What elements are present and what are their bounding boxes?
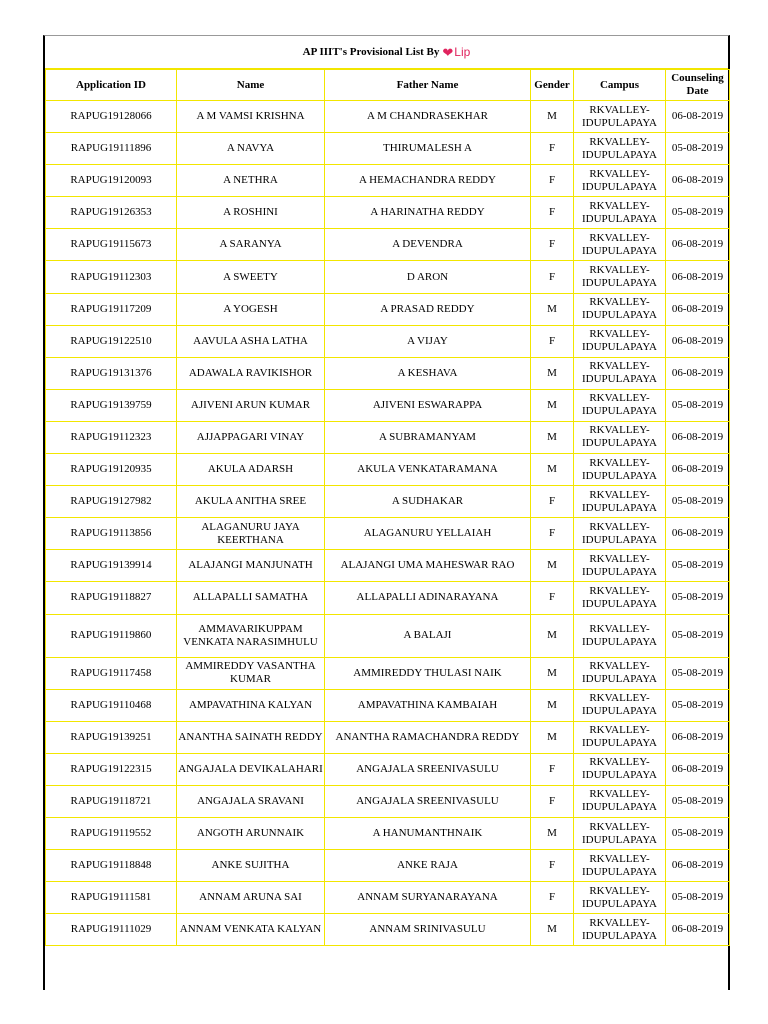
gender-cell: F bbox=[531, 518, 574, 550]
gender-cell: F bbox=[531, 197, 574, 229]
name-cell: ANNAM VENKATA KALYAN bbox=[177, 914, 325, 946]
campus-cell: RKVALLEY- IDUPULAPAYA bbox=[574, 817, 666, 849]
campus-cell: RKVALLEY- IDUPULAPAYA bbox=[574, 689, 666, 721]
counseling-date-cell: 06-08-2019 bbox=[666, 850, 730, 882]
father-name-cell: ALLAPALLI ADINARAYANA bbox=[325, 582, 531, 614]
counseling-date-cell: 05-08-2019 bbox=[666, 689, 730, 721]
gender-cell: M bbox=[531, 421, 574, 453]
father-name-cell: THIRUMALESH A bbox=[325, 133, 531, 165]
campus-cell: RKVALLEY- IDUPULAPAYA bbox=[574, 165, 666, 197]
gender-cell: F bbox=[531, 582, 574, 614]
application-id-cell: RAPUG19139251 bbox=[46, 721, 177, 753]
application-id-cell: RAPUG19122510 bbox=[46, 325, 177, 357]
name-cell: AKULA ANITHA SREE bbox=[177, 486, 325, 518]
father-name-cell: A HANUMANTHNAIK bbox=[325, 817, 531, 849]
application-id-cell: RAPUG19120093 bbox=[46, 165, 177, 197]
name-cell: ALAGANURU JAYA KEERTHANA bbox=[177, 518, 325, 550]
counseling-date-cell: 06-08-2019 bbox=[666, 261, 730, 293]
father-name-cell: A DEVENDRA bbox=[325, 229, 531, 261]
campus-cell: RKVALLEY- IDUPULAPAYA bbox=[574, 325, 666, 357]
list-title bbox=[45, 36, 728, 69]
table-row bbox=[46, 785, 730, 817]
table-row bbox=[46, 486, 730, 518]
application-id-cell: RAPUG19126353 bbox=[46, 197, 177, 229]
father-name-cell: AJIVENI ESWARAPPA bbox=[325, 389, 531, 421]
campus-cell: RKVALLEY- IDUPULAPAYA bbox=[574, 101, 666, 133]
campus-cell: RKVALLEY- IDUPULAPAYA bbox=[574, 657, 666, 689]
campus-cell: RKVALLEY- IDUPULAPAYA bbox=[574, 914, 666, 946]
name-cell: ANGOTH ARUNNAIK bbox=[177, 817, 325, 849]
gender-cell: M bbox=[531, 721, 574, 753]
name-cell: AMPAVATHINA KALYAN bbox=[177, 689, 325, 721]
counseling-date-cell: 05-08-2019 bbox=[666, 133, 730, 165]
father-name-cell: A M CHANDRASEKHAR bbox=[325, 101, 531, 133]
gender-cell: M bbox=[531, 817, 574, 849]
campus-cell: RKVALLEY- IDUPULAPAYA bbox=[574, 229, 666, 261]
father-name-cell: A PRASAD REDDY bbox=[325, 293, 531, 325]
counseling-date-cell: 06-08-2019 bbox=[666, 518, 730, 550]
table-row bbox=[46, 101, 730, 133]
father-name-cell: A BALAJI bbox=[325, 614, 531, 657]
table-row bbox=[46, 133, 730, 165]
table-header-row bbox=[46, 70, 730, 101]
campus-cell: RKVALLEY- IDUPULAPAYA bbox=[574, 614, 666, 657]
gender-cell: M bbox=[531, 357, 574, 389]
name-cell: AKULA ADARSH bbox=[177, 454, 325, 486]
table-row bbox=[46, 197, 730, 229]
gender-cell: M bbox=[531, 689, 574, 721]
table-row bbox=[46, 421, 730, 453]
counseling-date-cell: 05-08-2019 bbox=[666, 486, 730, 518]
brand-name: Lip bbox=[454, 45, 471, 59]
counseling-date-cell: 05-08-2019 bbox=[666, 550, 730, 582]
column-header-application-id: Application ID bbox=[46, 70, 177, 101]
campus-cell: RKVALLEY- IDUPULAPAYA bbox=[574, 785, 666, 817]
counseling-date-cell: 06-08-2019 bbox=[666, 421, 730, 453]
application-id-cell: RAPUG19119860 bbox=[46, 614, 177, 657]
gender-cell: F bbox=[531, 325, 574, 357]
father-name-cell: AKULA VENKATARAMANA bbox=[325, 454, 531, 486]
father-name-cell: A HEMACHANDRA REDDY bbox=[325, 165, 531, 197]
gender-cell: F bbox=[531, 486, 574, 518]
application-id-cell: RAPUG19117458 bbox=[46, 657, 177, 689]
campus-cell: RKVALLEY- IDUPULAPAYA bbox=[574, 721, 666, 753]
table-row bbox=[46, 689, 730, 721]
name-cell: A SARANYA bbox=[177, 229, 325, 261]
table-row bbox=[46, 850, 730, 882]
application-id-cell: RAPUG19127982 bbox=[46, 486, 177, 518]
father-name-cell: AMMIREDDY THULASI NAIK bbox=[325, 657, 531, 689]
campus-cell: RKVALLEY- IDUPULAPAYA bbox=[574, 261, 666, 293]
counseling-date-cell: 06-08-2019 bbox=[666, 229, 730, 261]
name-cell: ANNAM ARUNA SAI bbox=[177, 882, 325, 914]
campus-cell: RKVALLEY- IDUPULAPAYA bbox=[574, 389, 666, 421]
gender-cell: F bbox=[531, 261, 574, 293]
father-name-cell: ANNAM SRINIVASULU bbox=[325, 914, 531, 946]
gender-cell: M bbox=[531, 657, 574, 689]
application-id-cell: RAPUG19111896 bbox=[46, 133, 177, 165]
table-row bbox=[46, 357, 730, 389]
campus-cell: RKVALLEY- IDUPULAPAYA bbox=[574, 454, 666, 486]
gender-cell: M bbox=[531, 914, 574, 946]
gender-cell: F bbox=[531, 850, 574, 882]
father-name-cell: ALAGANURU YELLAIAH bbox=[325, 518, 531, 550]
father-name-cell: ANANTHA RAMACHANDRA REDDY bbox=[325, 721, 531, 753]
table-row bbox=[46, 817, 730, 849]
application-id-cell: RAPUG19110468 bbox=[46, 689, 177, 721]
table-row bbox=[46, 721, 730, 753]
name-cell: AAVULA ASHA LATHA bbox=[177, 325, 325, 357]
campus-cell: RKVALLEY- IDUPULAPAYA bbox=[574, 197, 666, 229]
gender-cell: F bbox=[531, 229, 574, 261]
name-cell: AMMAVARIKUPPAM VENKATA NARASIMHULU bbox=[177, 614, 325, 657]
name-cell: A NETHRA bbox=[177, 165, 325, 197]
campus-cell: RKVALLEY- IDUPULAPAYA bbox=[574, 293, 666, 325]
name-cell: A YOGESH bbox=[177, 293, 325, 325]
father-name-cell: ANKE RAJA bbox=[325, 850, 531, 882]
counseling-date-cell: 06-08-2019 bbox=[666, 293, 730, 325]
father-name-cell: ANGAJALA SREENIVASULU bbox=[325, 753, 531, 785]
counseling-date-cell: 05-08-2019 bbox=[666, 582, 730, 614]
table-row bbox=[46, 325, 730, 357]
counseling-date-cell: 06-08-2019 bbox=[666, 357, 730, 389]
application-id-cell: RAPUG19118721 bbox=[46, 785, 177, 817]
table-body bbox=[46, 101, 730, 946]
name-cell: ANGAJALA DEVIKALAHARI bbox=[177, 753, 325, 785]
father-name-cell: ALAJANGI UMA MAHESWAR RAO bbox=[325, 550, 531, 582]
application-id-cell: RAPUG19111581 bbox=[46, 882, 177, 914]
application-id-cell: RAPUG19131376 bbox=[46, 357, 177, 389]
father-name-cell: A SUDHAKAR bbox=[325, 486, 531, 518]
father-name-cell: ANGAJALA SREENIVASULU bbox=[325, 785, 531, 817]
father-name-cell: A VIJAY bbox=[325, 325, 531, 357]
campus-cell: RKVALLEY- IDUPULAPAYA bbox=[574, 753, 666, 785]
counseling-date-cell: 06-08-2019 bbox=[666, 454, 730, 486]
application-id-cell: RAPUG19118848 bbox=[46, 850, 177, 882]
table-row bbox=[46, 657, 730, 689]
name-cell: A M VAMSI KRISHNA bbox=[177, 101, 325, 133]
gender-cell: M bbox=[531, 614, 574, 657]
column-header-gender: Gender bbox=[531, 70, 574, 101]
name-cell: ANANTHA SAINATH REDDY bbox=[177, 721, 325, 753]
list-title-text: AP IIIT's Provisional List By bbox=[302, 46, 440, 58]
campus-cell: RKVALLEY- IDUPULAPAYA bbox=[574, 850, 666, 882]
column-header-campus: Campus bbox=[574, 70, 666, 101]
table-row bbox=[46, 753, 730, 785]
table-row bbox=[46, 165, 730, 197]
gender-cell: F bbox=[531, 785, 574, 817]
name-cell: AJIVENI ARUN KUMAR bbox=[177, 389, 325, 421]
counseling-date-cell: 05-08-2019 bbox=[666, 817, 730, 849]
counseling-date-cell: 06-08-2019 bbox=[666, 914, 730, 946]
gender-cell: M bbox=[531, 550, 574, 582]
counseling-date-cell: 05-08-2019 bbox=[666, 614, 730, 657]
name-cell: A ROSHINI bbox=[177, 197, 325, 229]
counseling-date-cell: 05-08-2019 bbox=[666, 785, 730, 817]
table-row bbox=[46, 882, 730, 914]
table-row bbox=[46, 614, 730, 657]
father-name-cell: A HARINATHA REDDY bbox=[325, 197, 531, 229]
column-header-name: Name bbox=[177, 70, 325, 101]
counseling-date-cell: 06-08-2019 bbox=[666, 325, 730, 357]
gender-cell: F bbox=[531, 882, 574, 914]
campus-cell: RKVALLEY- IDUPULAPAYA bbox=[574, 357, 666, 389]
name-cell: ANGAJALA SRAVANI bbox=[177, 785, 325, 817]
name-cell: ALAJANGI MANJUNATH bbox=[177, 550, 325, 582]
table-row bbox=[46, 261, 730, 293]
brand-logo bbox=[442, 45, 470, 59]
table-row bbox=[46, 389, 730, 421]
application-id-cell: RAPUG19113856 bbox=[46, 518, 177, 550]
column-header-counseling-date: Counseling Date bbox=[666, 70, 730, 101]
name-cell: ANKE SUJITHA bbox=[177, 850, 325, 882]
table-row bbox=[46, 550, 730, 582]
father-name-cell: ANNAM SURYANARAYANA bbox=[325, 882, 531, 914]
application-id-cell: RAPUG19111029 bbox=[46, 914, 177, 946]
campus-cell: RKVALLEY- IDUPULAPAYA bbox=[574, 486, 666, 518]
gender-cell: M bbox=[531, 389, 574, 421]
counseling-date-cell: 06-08-2019 bbox=[666, 721, 730, 753]
application-id-cell: RAPUG19139914 bbox=[46, 550, 177, 582]
table-row bbox=[46, 454, 730, 486]
father-name-cell: D ARON bbox=[325, 261, 531, 293]
gender-cell: M bbox=[531, 293, 574, 325]
father-name-cell: AMPAVATHINA KAMBAIAH bbox=[325, 689, 531, 721]
heart-icon: ❤ bbox=[442, 44, 454, 60]
name-cell: A SWEETY bbox=[177, 261, 325, 293]
counseling-date-cell: 05-08-2019 bbox=[666, 882, 730, 914]
application-id-cell: RAPUG19117209 bbox=[46, 293, 177, 325]
campus-cell: RKVALLEY- IDUPULAPAYA bbox=[574, 421, 666, 453]
column-header-father-name: Father Name bbox=[325, 70, 531, 101]
table-row bbox=[46, 229, 730, 261]
table-row bbox=[46, 518, 730, 550]
application-id-cell: RAPUG19122315 bbox=[46, 753, 177, 785]
gender-cell: F bbox=[531, 753, 574, 785]
counseling-date-cell: 06-08-2019 bbox=[666, 101, 730, 133]
counseling-date-cell: 06-08-2019 bbox=[666, 753, 730, 785]
campus-cell: RKVALLEY- IDUPULAPAYA bbox=[574, 133, 666, 165]
campus-cell: RKVALLEY- IDUPULAPAYA bbox=[574, 582, 666, 614]
application-id-cell: RAPUG19112303 bbox=[46, 261, 177, 293]
provisional-list-table bbox=[45, 69, 730, 946]
counseling-date-cell: 05-08-2019 bbox=[666, 197, 730, 229]
application-id-cell: RAPUG19119552 bbox=[46, 817, 177, 849]
application-id-cell: RAPUG19139759 bbox=[46, 389, 177, 421]
name-cell: A NAVYA bbox=[177, 133, 325, 165]
gender-cell: F bbox=[531, 165, 574, 197]
gender-cell: M bbox=[531, 454, 574, 486]
name-cell: ALLAPALLI SAMATHA bbox=[177, 582, 325, 614]
campus-cell: RKVALLEY- IDUPULAPAYA bbox=[574, 550, 666, 582]
application-id-cell: RAPUG19128066 bbox=[46, 101, 177, 133]
name-cell: AJJAPPAGARI VINAY bbox=[177, 421, 325, 453]
application-id-cell: RAPUG19112323 bbox=[46, 421, 177, 453]
gender-cell: F bbox=[531, 133, 574, 165]
counseling-date-cell: 06-08-2019 bbox=[666, 165, 730, 197]
counseling-date-cell: 05-08-2019 bbox=[666, 389, 730, 421]
table-row bbox=[46, 293, 730, 325]
father-name-cell: A SUBRAMANYAM bbox=[325, 421, 531, 453]
father-name-cell: A KESHAVA bbox=[325, 357, 531, 389]
table-row bbox=[46, 582, 730, 614]
campus-cell: RKVALLEY- IDUPULAPAYA bbox=[574, 518, 666, 550]
campus-cell: RKVALLEY- IDUPULAPAYA bbox=[574, 882, 666, 914]
name-cell: AMMIREDDY VASANTHA KUMAR bbox=[177, 657, 325, 689]
application-id-cell: RAPUG19120935 bbox=[46, 454, 177, 486]
counseling-date-cell: 05-08-2019 bbox=[666, 657, 730, 689]
application-id-cell: RAPUG19118827 bbox=[46, 582, 177, 614]
gender-cell: M bbox=[531, 101, 574, 133]
name-cell: ADAWALA RAVIKISHOR bbox=[177, 357, 325, 389]
table-row bbox=[46, 914, 730, 946]
application-id-cell: RAPUG19115673 bbox=[46, 229, 177, 261]
